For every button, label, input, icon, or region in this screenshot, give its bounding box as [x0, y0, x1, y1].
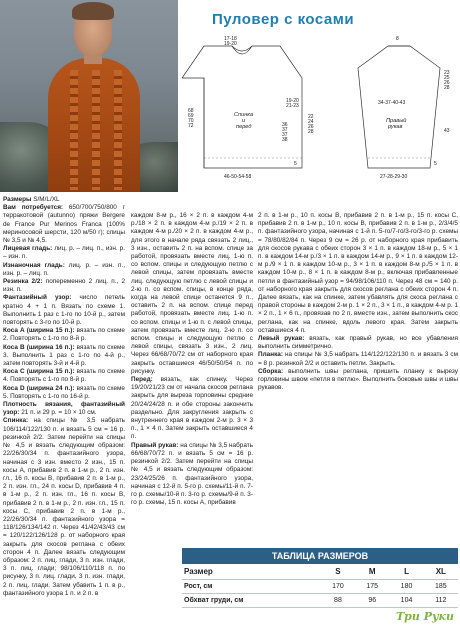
instruction-text: 650/700/750/800 г терракотовой (autunno) пряжи Bergere de France Pur Merinos Franca (100% мериносовой шерсти, 120 м/50 г); спицы № 3,5 и № 4,5. — [3, 204, 125, 245]
table-cell: L — [389, 564, 423, 580]
page-title: Пуловер с косами — [212, 11, 355, 28]
cable-stripe — [114, 70, 122, 190]
cable-stripe — [70, 70, 78, 190]
schema-label-line: 37 — [282, 132, 288, 138]
instruction-text: вязать по схеме 2. Повторять с 1-го по 8-й р. — [3, 327, 125, 343]
schema-label-line: 72 — [188, 123, 194, 129]
schema-label-line: 23 — [444, 70, 450, 76]
instruction-heading: Резинка 2/2: — [3, 278, 46, 286]
table-cell: M — [355, 564, 389, 580]
table-cell: 104 — [389, 594, 423, 608]
instruction-heading: Плотность вязания, фантазийный узор: — [3, 401, 125, 417]
schema-label-line: 26 — [308, 124, 314, 130]
table-cell: Размер — [182, 564, 321, 580]
watermark: Три Руки — [396, 610, 454, 623]
instruction-paragraph — [3, 368, 125, 384]
schema-body-width: 46-50-54-58 — [224, 174, 252, 180]
schema-label-line: Правый — [386, 118, 407, 124]
instruction-paragraph — [3, 294, 125, 327]
instruction-heading: Коса D (ширина 24 п.): — [3, 384, 77, 392]
schema-sleeve-label — [386, 117, 408, 130]
instruction-paragraph — [131, 376, 253, 442]
instruction-text: на спицы № 3,5 набрать 106/114/122/130 п. и вязать 5 см = 16 р. резинкой 2/2. Затем перейти на спицы № 4,5 и вязать следующим образом: 22/26/30/34 п. фантазийного узора, начиная с 3 изн. вместо 2 изн., 15 п. косы А, прибавив 2 п. в 1-м р., 2 п. изн. гл., 16 п. косы В, прибавив 2 п. в 1-м р., 2 п. изн. гл., 24 п. косы D, прибавив 4 п. в 1-м р., 2 п. изн. гл., 16 п. косы В, прибавив 2 п. в 1-м р., 2 п. изн. гл., 15 п. косы С, прибавив 2 п. в 1-м р., 22/26/30/34 п. фантазийного узора = 118/126/134/142 п. Через 41/42/43/43 см = 120/122/126/128 р. от наборного края закрыть для скосов реглана с обеих сторон 4 п. Далее вязать следующим образом: 2 п. лиц. глади, 3 п. изн. глади, 3 п. лиц. глади; 98/106/110/118 п. по рисунку, 3 п. лиц. глади, 3 п. изн. глади, 2 п. лиц. глади. Затем убавить 1 п. в р., фантазийного узора 1 п. и 2 п. в — [3, 417, 126, 597]
instruction-paragraph — [3, 401, 125, 417]
table-cell: 175 — [355, 580, 389, 594]
instruction-paragraph — [131, 442, 253, 508]
instruction-paragraph — [3, 245, 125, 261]
schema-label-line: 26 — [444, 80, 450, 86]
table-cell: 185 — [424, 580, 458, 594]
instruction-heading: Коса В (ширина 16 п.): — [3, 343, 77, 351]
schema-raglan-height — [286, 98, 300, 109]
schema-label-line: 36 — [282, 122, 288, 128]
instruction-heading: Сборка: — [258, 367, 289, 375]
instruction-paragraph — [3, 278, 125, 294]
instruction-text: попеременно 2 лиц. п., 2 изн. п. — [3, 278, 125, 294]
instruction-heading: Перед: — [131, 376, 161, 384]
table-cell: 96 — [355, 594, 389, 608]
schema-sleeve-rib: 5 — [434, 161, 437, 167]
schema-label-line: 22 — [308, 114, 314, 120]
instruction-text: на спицы № 3,5 набрать 66/68/70/72 п. и вязать 5 см = 16 р. резинкой 2/2. Затем перейти на спицы № 4,5 и вязать следующим образом: 23/24/25/26 п. фантазийного узора, начиная с 12-й п. 5-го р. схемы/11-й п. 7-го р. схемы/10-й п. 3-го р. схемы/9-й п. 3-го р. схемы, 15 п. косы А, прибавив — [131, 441, 253, 507]
table-cell: Рост, см — [182, 580, 321, 594]
instruction-heading: Коса А (ширина 15 п.): — [3, 327, 77, 335]
instruction-paragraph — [3, 327, 125, 343]
schema-label-line: 19-20 — [286, 98, 299, 104]
schema-label-line: 28 — [308, 129, 314, 135]
schema-sleeve-raglan — [444, 70, 451, 91]
instruction-paragraph — [131, 212, 253, 376]
instruction-paragraph — [3, 204, 125, 245]
table-cell: S — [321, 564, 355, 580]
schema-sleeve-width: 34-37-40-43 — [378, 100, 406, 106]
schema-sleeve-top: 8 — [396, 36, 399, 42]
instruction-paragraph — [3, 417, 125, 597]
instruction-paragraph — [3, 196, 125, 204]
schema-label-line: 38 — [282, 137, 288, 143]
schema-label-line: 17-18 — [224, 36, 237, 42]
table-cell: 170 — [321, 580, 355, 594]
schema-label-line: 70 — [188, 118, 194, 124]
schema-label-line: перед — [236, 124, 252, 130]
instruction-text: вязать по схеме 5. Повторять с 1-го по 16-й р. — [3, 384, 125, 400]
cable-stripe — [92, 70, 100, 190]
pattern-schema — [182, 32, 458, 208]
table-row — [182, 564, 458, 580]
instruction-text: вязать по схеме 4. Повторять с 1-го по 8-й р. — [3, 368, 125, 384]
instruction-text: лиц. р. – лиц. п., изн. р. – изн. п. — [3, 245, 125, 261]
instructions-column-1 — [3, 196, 125, 624]
schema-label-line: 21-23 — [286, 103, 299, 109]
schema-rib-height: 5 — [294, 161, 297, 167]
schema-label-line: 19-20 — [224, 41, 237, 47]
sizes-table-title: ТАБЛИЦА РАЗМЕРОВ — [182, 548, 458, 564]
instructions-column-3 — [258, 212, 458, 547]
instruction-heading: Фантазийный узор: — [3, 294, 80, 302]
table-row — [182, 580, 458, 594]
instruction-text: вязать, как спинку. Через 19/20/21/23 см от начала скосов реглана закрыть для выреза горловины средние 20/24/24/28 п. и обе стороны закончить раздельно. Для закругления закрыть с внутреннего края в каждом 2-м р. 3 × 3 п., 1 × 4 п. Затем закрыть оставшиеся 4 п. — [131, 376, 253, 441]
schema-body-label — [234, 112, 255, 130]
instruction-paragraph — [258, 368, 458, 393]
schema-side-length — [282, 122, 289, 143]
instructions-column-2 — [131, 212, 253, 547]
table-cell: 112 — [424, 594, 458, 608]
table-cell: 88 — [321, 594, 355, 608]
instruction-text: выполнить швы реглана, пришить планку к вырезу горловины швом «петля в петлю». Выполнить боковые швы и швы рукавов. — [258, 367, 458, 392]
instruction-text: 21 п. и 29 р. = 10 × 10 см. — [21, 409, 97, 417]
instruction-heading: Лицевая гладь: — [3, 245, 55, 253]
model-photo — [0, 0, 178, 192]
instruction-heading: Вам потребуется: — [3, 204, 69, 212]
table-row — [182, 594, 458, 608]
instruction-heading: Планка: — [258, 351, 286, 359]
instruction-text: вязать по схеме 3. Выполнить 1 раз с 1-го по 4-й р., затем повторять 3-й и 4-й р. — [3, 343, 125, 368]
instruction-paragraph — [3, 344, 125, 369]
instruction-text: на спицы № 3,5 набрать 114/122/122/130 п. и вязать 3 см = 8 р. резинкой 2/2 и оставить петли. Закрыть. — [258, 351, 458, 367]
instruction-text: лиц. р. – изн. п., изн. р. – лиц. п. — [3, 261, 125, 277]
instruction-paragraph — [3, 262, 125, 278]
table-cell: 180 — [389, 580, 423, 594]
schema-label-line: 37 — [282, 127, 288, 133]
schema-label-line: 24 — [308, 119, 314, 125]
instruction-heading: Изнаночная гладь: — [3, 261, 69, 269]
instruction-text: число петель кратно 4 + 1 п. Вязать по схеме 1. Выполнить 1 раз с 1-го по 10-й р., затем повторять с 3-го по 10-й р. — [3, 294, 125, 327]
instruction-heading: Левый рукав: — [258, 335, 310, 343]
schema-raglan-side — [308, 114, 315, 135]
schema-cuff-width: 27-28-29-30 — [380, 174, 408, 180]
instruction-heading: Коса С (ширина 15 п.): — [3, 368, 77, 376]
schema-label-line: 69 — [188, 113, 194, 119]
instruction-paragraph — [3, 385, 125, 401]
hair-shape — [72, 2, 114, 20]
schema-label-line: 68 — [188, 108, 194, 114]
instruction-text: вязать, как правый рукав, но все убавления выполнить симметрично. — [258, 335, 458, 351]
instruction-text: каждом 8-м р., 16 × 2 п. в каждом 4-м р./18 × 2 п. в каждом 4-м р./19 × 2 п. в каждом 4-м р./20 × 2 п. в каждом 4-м р., для этого в начале ряда связать 2 лиц., 3 изн., оставить 2 п. на вспом. спице за работой, провязать вместе лиц. 1-ю п. со вспом. спицы и следующую петлю с левой спицы, затем провязать вместе лиц. следующую петлю с левой спицы и 2-ю п. со вспом. спицы, в конце ряда, когда на левой спице останется 9 п., оставить 2 п. на вспом. спице перед работой, провязать вместе лиц. 1-ю п. со вспом. спицы и 1-ю п. с левой спицы, затем провязать вместе лиц. 2-ю п. со вспом. спицы и следующую петлю с левой спицы, связать 3 изн., 2 лиц. Через 66/68/70/72 см от наборного края закрыть оставшиеся 46/50/50/54 п. по рисунку. — [131, 212, 253, 375]
schema-sleeve-length: 43 — [444, 128, 450, 134]
schema-label-line: рукав — [388, 124, 403, 130]
schema-label-line: Спинка — [234, 112, 254, 118]
schema-neck-width — [224, 36, 238, 47]
instruction-paragraph — [258, 351, 458, 367]
schema-label-line: и — [242, 118, 246, 124]
instruction-paragraph — [258, 335, 458, 351]
sizes-table — [182, 548, 458, 608]
instruction-text: 2 п. в 1-м р., 10 п. косы В, прибавив 2 п. в 1-м р., 15 п. косы С, прибавив 2 п. в 1-м р., 10 п. косы В, прибавив 2 п. в 1-м р., 2/3/4/5 п. фантазийного узора, начиная с 1-й п. 5-го/7-го/3-го/3-го р. схемы = 78/80/82/84 п. Через 9 см = 26 р. от наборного края прибавить для скосов рукава с обеих сторон 3 × 1 п. в каждом 18-м р., 5 × 1 п. в каждом 14-м р./3 × 1 п. в каждом 14-м р., 9 × 1 п. в каждом 12-м р./9 × 1 п. в каждом 10-м р., 3 × 1 п. в каждом 8-м р./5 × 1 п. в каждом 10-м р., 8 × 1 п. в каждом 8-м р., включая прибавленные петли в фантазийный узор = 94/98/106/110 п. Через 48 см = 140 р. от наборного края закрыть для скосов реглана с обеих сторон 4 п. Далее вязать, как на спинке, затем убавлять для скоса реглана с правой стороны в каждом 2-м р. 1 × 2 п., 3 × 1 п., в каждом 4-м р. 1 × 2 п., 1 × 6 п., провязав по 2 п. вместе изн., затем выполнить скос реглана, как на спинке, вдоль левого края. Затем закрыть оставшиеся 4 п. — [258, 212, 458, 334]
table-cell: XL — [424, 564, 458, 580]
instruction-heading: Правый рукав: — [131, 441, 181, 449]
table-cell: Обхват груди, см — [182, 594, 321, 608]
schema-label-line: 25 — [444, 75, 450, 81]
instruction-paragraph — [258, 212, 458, 335]
instruction-heading: Спинка: — [3, 417, 34, 425]
instruction-heading: Размеры — [3, 196, 34, 203]
sizes-grid — [182, 564, 458, 608]
schema-body-length — [188, 108, 195, 129]
schema-label-line: 28 — [444, 85, 450, 91]
instruction-text: S/M/L/XL — [33, 196, 60, 203]
